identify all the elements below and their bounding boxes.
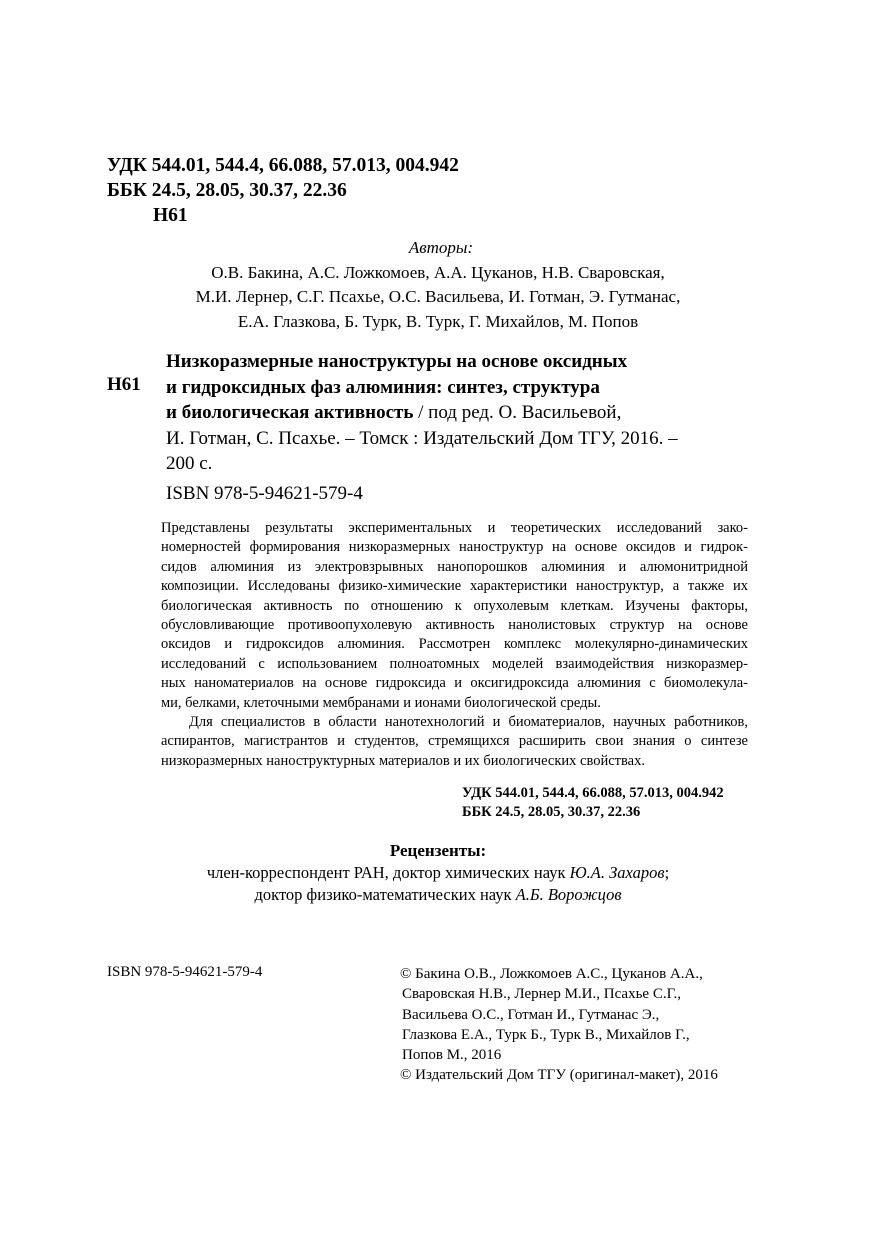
abstract (133, 519, 748, 771)
reviewer-line (0, 862, 876, 884)
copyright-line: Попов М., 2016 (402, 1047, 502, 1064)
abstract-line: сидов алюминия из электровзрывных нанопорошков алюминия и алюмонитридной (161, 558, 748, 575)
book-editors: / под ред. О. Васильевой, (413, 402, 622, 423)
copyright-line: © Издательский Дом ТГУ (оригинал-макет), 2016 (400, 1067, 718, 1084)
reviewers-block (0, 840, 876, 906)
abstract-paragraph (133, 519, 748, 713)
book-code: Н61 (107, 374, 141, 395)
copyright-line: © Бакина О.В., Ложкомоев А.С., Цуканов А.А., (400, 966, 703, 982)
copyright-block (400, 964, 718, 1086)
abstract-line: композиции. Исследованы физико-химические характеристики наноструктур, а также их (161, 578, 748, 595)
book-title-line: и гидроксидных фаз алюминия: синтез, структура (166, 376, 600, 398)
abstract-line: Представлены результаты экспериментальных и теоретических исследований зако- (161, 520, 748, 536)
copyright-line: Сваровская Н.В., Лернер М.И., Псахье С.Г., (402, 986, 682, 1003)
classification-bottom (462, 784, 724, 822)
reviewers-heading: Рецензенты: (389, 841, 487, 860)
author-sign: Н61 (153, 205, 188, 226)
book-title-end: и биологическая активность (166, 402, 414, 423)
authors-line: М.И. Лернер, С.Г. Псахье, О.С. Васильева, И. Готман, Э. Гутманас, (195, 287, 681, 306)
abstract-paragraph (133, 713, 748, 771)
authors-block (0, 236, 876, 334)
abstract-line: ми, белками, клеточными мембранами и ионами биологической среды. (161, 694, 601, 711)
reviewer-title: доктор физико-математических наук (254, 885, 516, 904)
book-isbn: ISBN 978-5-94621-579-4 (166, 483, 363, 504)
abstract-line: оксидов и гидроксидов алюминия. Рассмотрен комплекс молекулярно-динамических (161, 636, 748, 653)
abstract-line: обусловливающие противоопухолевую активность нанолистовых структур на основе (161, 617, 748, 634)
reviewer-line (0, 884, 876, 906)
abstract-line: низкоразмерных наноструктурных материалов и их биологических свойствах. (161, 752, 645, 769)
abstract-line: биологическая активность по отношению к опухолевым клеткам. Изучены факторы, (161, 597, 748, 614)
book-title-line: Низкоразмерные наноструктуры на основе оксидных (166, 351, 628, 372)
classification-block (107, 153, 459, 228)
authors-label: Авторы: (408, 238, 474, 257)
udk-code: УДК 544.01, 544.4, 66.088, 57.013, 004.942 (462, 785, 724, 801)
footer-isbn: ISBN 978-5-94621-579-4 (107, 964, 263, 980)
reviewer-name: А.Б. Ворожцов (515, 885, 622, 904)
copyright-line: Васильева О.С., Готман И., Гутманас Э., (402, 1006, 660, 1023)
reviewer-name: Ю.А. Захаров (569, 863, 665, 882)
abstract-line: номерностей формирования низкоразмерных наноструктур на основе оксидов и гидрок- (161, 539, 748, 556)
udk-code: УДК 544.01, 544.4, 66.088, 57.013, 004.942 (107, 155, 459, 176)
authors-line: Е.А. Глазкова, Б. Турк, В. Турк, Г. Михайлов, М. Попов (237, 311, 639, 331)
abstract-line: исследований с использованием полноатомных моделей взаимодействия низкоразмер- (161, 655, 748, 672)
book-imprint: И. Готман, С. Псахье. – Томск : Издательский Дом ТГУ, 2016. – (166, 427, 678, 449)
copyright-line: Глазкова Е.А., Турк Б., Турк В., Михайлов Г., (402, 1026, 690, 1043)
reviewer-punct: ; (664, 863, 670, 882)
authors-line: О.В. Бакина, А.С. Ложкомоев, А.А. Цуканов, Н.В. Сваровская, (211, 262, 665, 282)
abstract-line: ных наноматериалов на основе гидроксида и оксигидроксида алюминия с биомолекула- (161, 675, 748, 692)
abstract-line: Для специалистов в области нанотехнологий и биоматериалов, научных работников, (189, 714, 748, 731)
bbk-code: ББК 24.5, 28.05, 30.37, 22.36 (462, 804, 641, 820)
bibliographic-record (166, 349, 678, 477)
book-pages: 200 с. (166, 453, 213, 474)
abstract-line: аспирантов, магистрантов и студентов, стремящихся расширить свои знания о синтезе (161, 733, 748, 750)
reviewer-title: член-корреспондент РАН, доктор химических наук (206, 863, 570, 882)
bbk-code: ББК 24.5, 28.05, 30.37, 22.36 (107, 180, 347, 201)
book-title-line (166, 400, 678, 426)
